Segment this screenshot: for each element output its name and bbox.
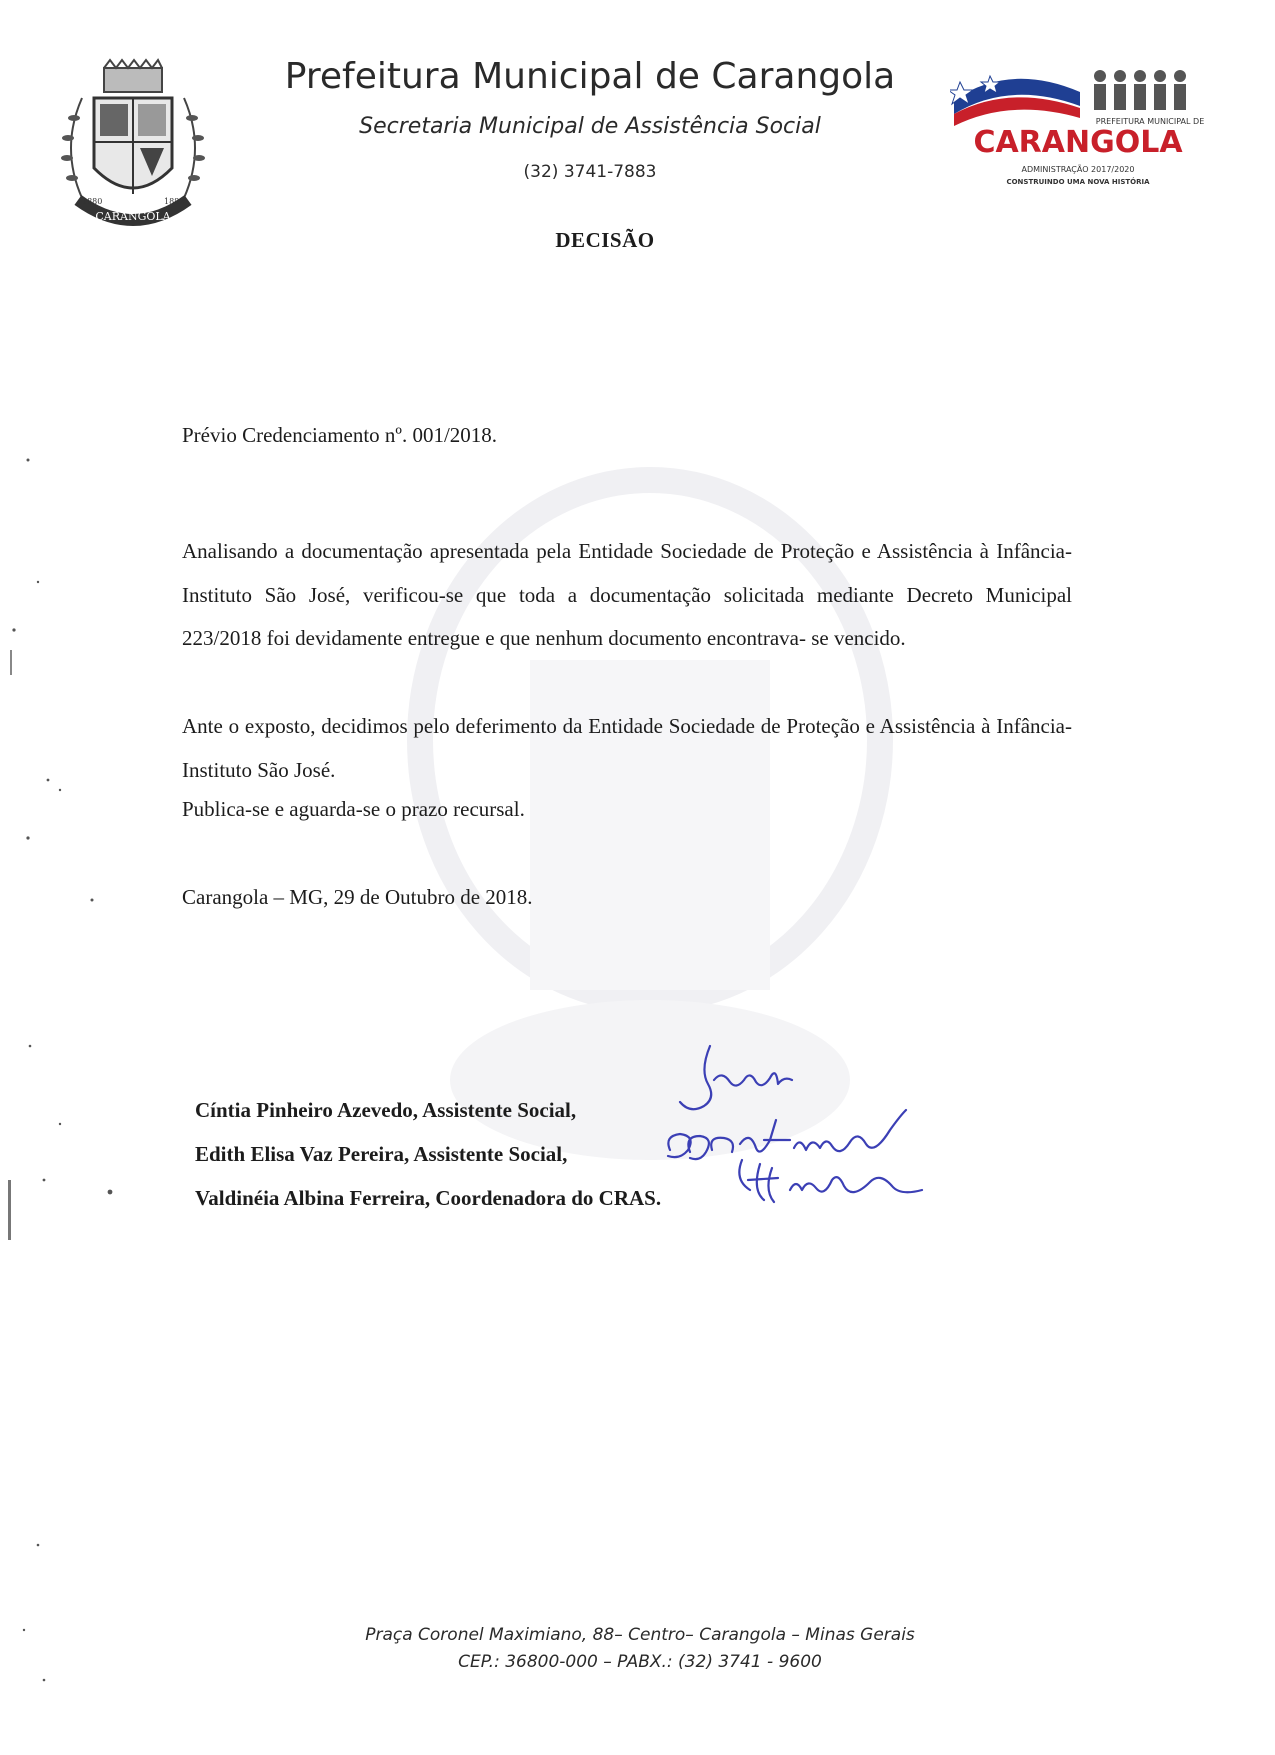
analysis-paragraph: Analisando a documentação apresentada pela Entidade Sociedade de Proteção e Assistência à Infância- Instituto São José, verificou-se que toda a documentação solicitada mediante Decreto Municipal 223/2018 foi devidamente entregue e que nenhum documento encontrava- se vencido. <box>182 539 1072 650</box>
header-phone: (32) 3741-7883 <box>523 162 657 182</box>
footer-address: Praça Coronel Maximiano, 88– Centro– Carangola – Minas Gerais <box>365 1625 915 1645</box>
brand-slogan: CONSTRUINDO UMA NOVA HISTÓRIA <box>1006 178 1150 186</box>
document-title: DECISÃO <box>555 228 655 252</box>
carangola-brand-logo <box>950 62 1205 197</box>
footer-contact: CEP.: 36800-000 – PABX.: (32) 3741 - 9600 <box>458 1652 822 1672</box>
crest-ribbon-text: CARANGOLA <box>95 210 171 223</box>
decision-paragraph: Ante o exposto, decidimos pelo deferimento da Entidade Sociedade de Proteção e Assistência à Infância- Instituto São José. <box>182 714 1072 782</box>
place-and-date: Carangola – MG, 29 de Outubro de 2018. <box>182 885 533 909</box>
signatory-2: Edith Elisa Vaz Pereira, Assistente Social, <box>195 1142 568 1166</box>
signatory-1: Cíntia Pinheiro Azevedo, Assistente Social, <box>195 1098 577 1122</box>
brand-administration: ADMINISTRAÇÃO 2017/2020 <box>1021 165 1135 174</box>
crest-year-right: 1882 <box>164 197 185 206</box>
header-title: Prefeitura Municipal de Carangola <box>284 56 896 97</box>
handwritten-signatures <box>660 1040 980 1240</box>
crest-year-left: 1880 <box>82 197 103 206</box>
process-reference: Prévio Credenciamento nº. 001/2018. <box>182 423 498 447</box>
scan-specks <box>0 0 140 1755</box>
municipal-coat-of-arms <box>52 58 214 230</box>
brand-name: CARANGOLA <box>973 125 1183 160</box>
header-subtitle: Secretaria Municipal de Assistência Social <box>359 114 821 139</box>
brand-small-caption: PREFEITURA MUNICIPAL DE <box>1095 117 1205 126</box>
publication-note: Publica-se e aguarda-se o prazo recursal. <box>182 797 525 821</box>
signatory-3: Valdinéia Albina Ferreira, Coordenadora do CRAS. <box>195 1186 662 1210</box>
